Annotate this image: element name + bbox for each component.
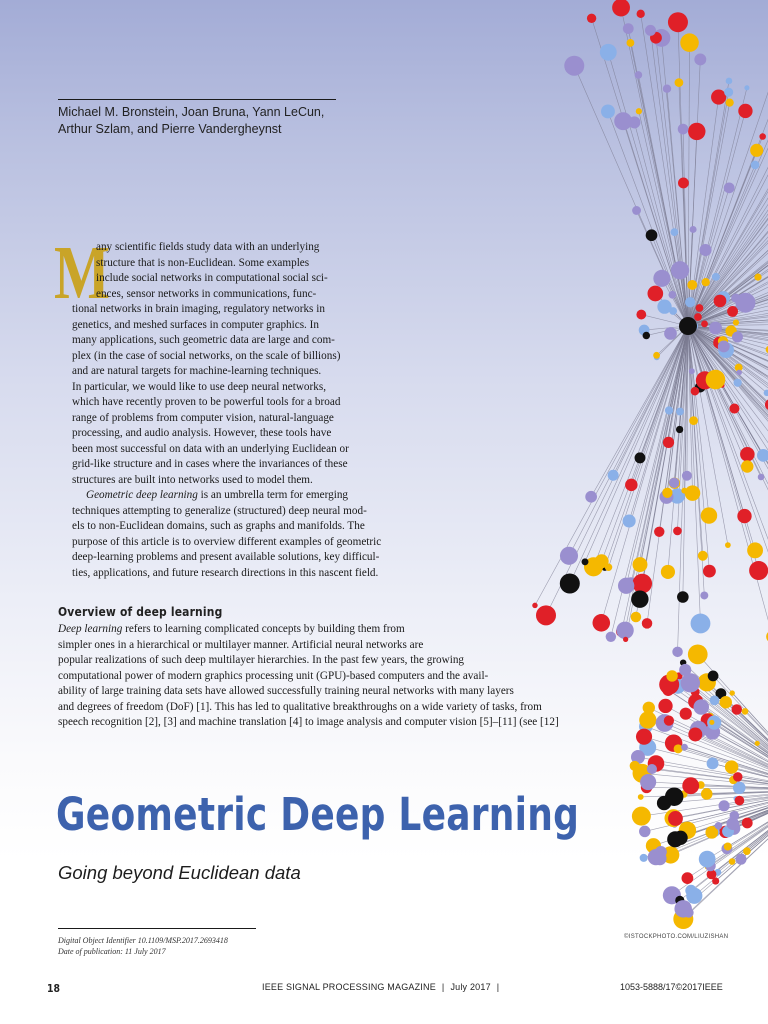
network-node (612, 0, 630, 16)
network-node (674, 744, 683, 753)
network-node (690, 226, 697, 233)
network-node (606, 632, 616, 642)
network-node (724, 88, 733, 97)
network-node (678, 178, 689, 189)
author-line: Michael M. Bronstein, Joan Bruna, Yann LeCun, (58, 105, 325, 119)
network-node (759, 133, 766, 140)
network-node (677, 591, 689, 603)
text-line: many applications, such geometric data are large and com- (72, 334, 335, 346)
issn-code: 1053-5888/17©2017IEEE (620, 982, 723, 992)
author-line: Arthur Szlam, and Pierre Vandergheynst (58, 122, 282, 136)
network-node (719, 800, 730, 811)
network-node (696, 304, 704, 312)
text-line: tional networks in brain imaging, regulatory networks in (72, 303, 325, 315)
text-span: refers to learning complicated concepts by building them from (122, 623, 405, 635)
section-heading: Overview of deep learning (58, 604, 223, 619)
network-node (664, 716, 674, 726)
network-node (678, 124, 689, 135)
network-edge (639, 111, 686, 318)
text-line: grid-like structure and in cases where the invariances of these (72, 458, 348, 470)
network-edge (570, 333, 685, 583)
network-node (639, 826, 650, 837)
text-line: els to non-Euclidean domains, such as graphs and manifolds. The (72, 520, 365, 532)
network-node (738, 104, 752, 118)
network-node (682, 471, 692, 481)
network-node (682, 777, 699, 794)
text-line: and degrees of freedom (DoF) [1]. This has led to qualitative breakthroughs on a wide variety of tasks, from (58, 700, 542, 713)
network-node (742, 818, 753, 829)
network-node (630, 761, 640, 771)
network-node (608, 470, 619, 481)
network-node (689, 368, 695, 374)
article-title: Geometric Deep Learning (56, 788, 580, 841)
network-node (665, 406, 673, 414)
text-line: ability of large training data sets have allowed successfully training neural networks with many layers (58, 685, 514, 697)
network-node (653, 352, 660, 359)
network-node (685, 297, 695, 307)
issue-date: July 2017 (450, 982, 491, 992)
network-node (701, 320, 708, 327)
text-line: plex (in the case of social networks, on the scale of billions) (72, 349, 341, 362)
network-node (633, 557, 648, 572)
network-node (631, 612, 642, 623)
separator: | (496, 982, 500, 992)
network-node (749, 561, 768, 580)
text-line: which have recently proven to be powerful tools for a broad (72, 396, 341, 408)
network-node (673, 527, 682, 536)
emphasis-term: Geometric deep learning (86, 489, 198, 501)
network-node (681, 488, 687, 494)
network-node (724, 182, 735, 193)
network-node (665, 787, 683, 805)
network-node (663, 437, 674, 448)
network-node (671, 261, 689, 279)
network-node (709, 322, 722, 335)
author-list (58, 104, 358, 138)
network-node (631, 590, 648, 607)
network-node (710, 695, 720, 705)
network-node (712, 877, 719, 884)
network-node (667, 831, 683, 847)
network-node (680, 33, 699, 52)
network-node (636, 108, 642, 114)
network-node (585, 491, 597, 503)
network-node (726, 817, 739, 830)
network-node (727, 306, 738, 317)
text-line: popular realizations of such deep multilayer hierarchies. In the past few years, the growing (58, 654, 465, 666)
network-node (675, 78, 684, 87)
network-node (672, 647, 683, 658)
text-line: In particular, we would like to use deep neural networks, (72, 380, 326, 393)
network-node (712, 273, 720, 281)
magazine-name: IEEE SIGNAL PROCESSING MAGAZINE (262, 982, 436, 992)
network-node (532, 603, 537, 608)
network-node (582, 558, 589, 565)
network-node (708, 671, 719, 682)
network-node (734, 379, 742, 387)
network-node (669, 307, 677, 315)
network-node (714, 295, 727, 308)
image-credit: ©ISTOCKPHOTO.COM/LIUZISHAN (624, 934, 729, 940)
network-node (623, 637, 628, 642)
network-node (688, 123, 705, 140)
network-node (681, 744, 688, 751)
network-node (689, 416, 698, 425)
network-node (729, 858, 736, 865)
network-node (715, 822, 722, 829)
network-node (726, 99, 734, 107)
network-node (747, 542, 763, 558)
page-footer (0, 976, 768, 1000)
network-node (702, 278, 710, 286)
network-node (758, 474, 765, 481)
network-node (725, 542, 731, 548)
separator: | (441, 982, 445, 992)
footer-magazine-info (262, 982, 505, 992)
network-node (635, 452, 646, 463)
text-line: structures are built into networks used to model them. (72, 473, 313, 486)
network-node (668, 811, 683, 826)
network-node (616, 622, 633, 639)
network-node (736, 854, 747, 865)
text-line: purpose of this article is to overview different examples of geometric (72, 535, 382, 548)
text-line: genetics, and meshed surfaces in computer graphics. In (72, 318, 319, 331)
text-line: deep-learning problems and present available solutions, key difficul- (72, 551, 380, 563)
network-node (668, 12, 688, 32)
network-node (711, 89, 726, 104)
network-node (744, 85, 749, 90)
network-node (637, 10, 645, 18)
network-node (757, 449, 768, 462)
network-node (640, 774, 656, 790)
network-node (720, 696, 732, 708)
network-node (726, 78, 733, 85)
network-node (663, 84, 671, 92)
network-node (694, 313, 702, 321)
network-node (686, 888, 702, 904)
network-node (729, 404, 739, 414)
article-subtitle: Going beyond Euclidean data (58, 862, 301, 883)
emphasis-term: Deep learning (58, 623, 123, 635)
network-node (736, 370, 742, 376)
network-node (700, 592, 708, 600)
network-node (755, 741, 760, 746)
network-node (701, 788, 713, 800)
network-node (754, 274, 761, 281)
network-node (743, 847, 751, 855)
network-node (709, 683, 714, 688)
network-node (707, 758, 719, 770)
network-node (735, 796, 745, 806)
network-node (693, 699, 709, 715)
network-node (666, 670, 677, 681)
network-node (725, 760, 738, 773)
network-hub (679, 317, 697, 335)
network-node (636, 729, 652, 745)
network-node (681, 673, 700, 692)
network-node (587, 14, 596, 23)
text-line (72, 488, 381, 504)
network-node (627, 39, 635, 47)
network-node (737, 509, 751, 523)
network-node (560, 573, 580, 593)
network-node (643, 332, 650, 339)
network-node (639, 711, 656, 728)
network-node (669, 478, 679, 488)
network-node (735, 293, 755, 313)
network-node (640, 854, 648, 862)
text-line: ences, sensor networks in communications, func- (96, 287, 317, 300)
network-node (751, 161, 760, 170)
network-node (676, 408, 684, 416)
text-line: been most successful on data with an underlying Euclidean or (72, 442, 349, 455)
text-line: range of problems from computer vision, natural-language (72, 411, 334, 424)
network-node (698, 551, 708, 561)
network-node (687, 280, 697, 290)
network-node (685, 485, 701, 501)
network-node (632, 807, 651, 826)
network-node (691, 387, 700, 396)
network-node (699, 244, 711, 256)
text-line (58, 622, 559, 638)
section-paragraph (58, 622, 559, 731)
network-node (732, 704, 743, 715)
network-node (706, 370, 726, 390)
network-node (653, 852, 666, 865)
network-node (703, 565, 716, 578)
network-node (564, 56, 584, 76)
text-line: structure that is non-Euclidean. Some examples (96, 256, 310, 269)
drop-cap: M (54, 231, 110, 315)
text-line: processing, and audio analysis. However, these tools have (72, 427, 332, 439)
network-node (653, 270, 670, 287)
network-node (691, 614, 711, 634)
network-edge (608, 52, 685, 318)
network-node (601, 105, 615, 119)
network-node (614, 112, 632, 130)
network-node (623, 514, 636, 527)
network-node (750, 144, 763, 157)
network-edge (688, 43, 689, 318)
network-node (699, 851, 716, 868)
network-node (654, 527, 664, 537)
text-line: and are natural targets for machine-learning techniques. (72, 365, 322, 377)
network-node (646, 229, 658, 241)
doi-text: Digital Object Identifier 10.1109/MSP.2017.2693418 (58, 936, 228, 945)
text-line: include social networks in computational social sci- (96, 272, 328, 284)
network-node (662, 488, 672, 498)
text-line: techniques attempting to generalize (structured) deep neural mod- (72, 504, 367, 517)
network-node (694, 53, 706, 65)
network-node (647, 286, 663, 302)
network-node (733, 319, 739, 325)
network-node (733, 772, 743, 782)
text-line: any scientific fields study data with an underlying (96, 241, 320, 253)
author-rule (58, 99, 336, 100)
network-node (718, 341, 730, 353)
network-node (732, 332, 743, 343)
network-node (645, 25, 656, 36)
network-node (701, 507, 717, 523)
publication-date: Date of publication: 11 July 2017 (58, 946, 166, 956)
network-node (688, 645, 708, 665)
network-node (674, 900, 692, 918)
text-line: computational power of modern graphics processing unit (GPU)-based computers and the avail- (58, 669, 489, 682)
network-node (642, 618, 652, 628)
network-node (664, 327, 677, 340)
network-node (632, 206, 641, 215)
network-node (724, 842, 732, 850)
network-node (647, 764, 657, 774)
network-node (560, 547, 578, 565)
text-line: ties, applications, and future research directions in this nascent field. (72, 566, 379, 579)
intro-paragraph (72, 240, 381, 581)
network-node (635, 71, 643, 79)
network-node (661, 565, 675, 579)
text-span: is an umbrella term for emerging (197, 489, 349, 501)
network-node (632, 574, 652, 594)
network-node (625, 479, 638, 492)
meta-rule (58, 928, 256, 929)
network-node (658, 699, 672, 713)
network-node (680, 823, 685, 828)
network-node (741, 460, 753, 472)
network-node (730, 690, 735, 695)
network-node (636, 310, 646, 320)
network-node (680, 708, 692, 720)
page-number: 18 (47, 982, 61, 995)
network-node (623, 23, 634, 34)
network-node (600, 44, 617, 61)
network-node (676, 426, 683, 433)
publication-meta (58, 936, 228, 957)
network-node (742, 708, 749, 715)
network-node (593, 614, 611, 632)
network-node (668, 291, 676, 299)
network-node (682, 872, 694, 884)
network-node (670, 228, 678, 236)
text-line: speech recognition [2], [3] and machine translation [4] to image analysis and computer vision [5]–[11] (see [12] (58, 716, 559, 728)
network-node (709, 720, 714, 725)
network-node (638, 794, 644, 800)
network-node (618, 578, 634, 594)
network-edge (693, 332, 768, 536)
text-line: simpler ones in a hierarchical or multilayer manner. Artificial neural networks are (58, 638, 424, 651)
network-node (740, 447, 755, 462)
network-node (688, 728, 702, 742)
